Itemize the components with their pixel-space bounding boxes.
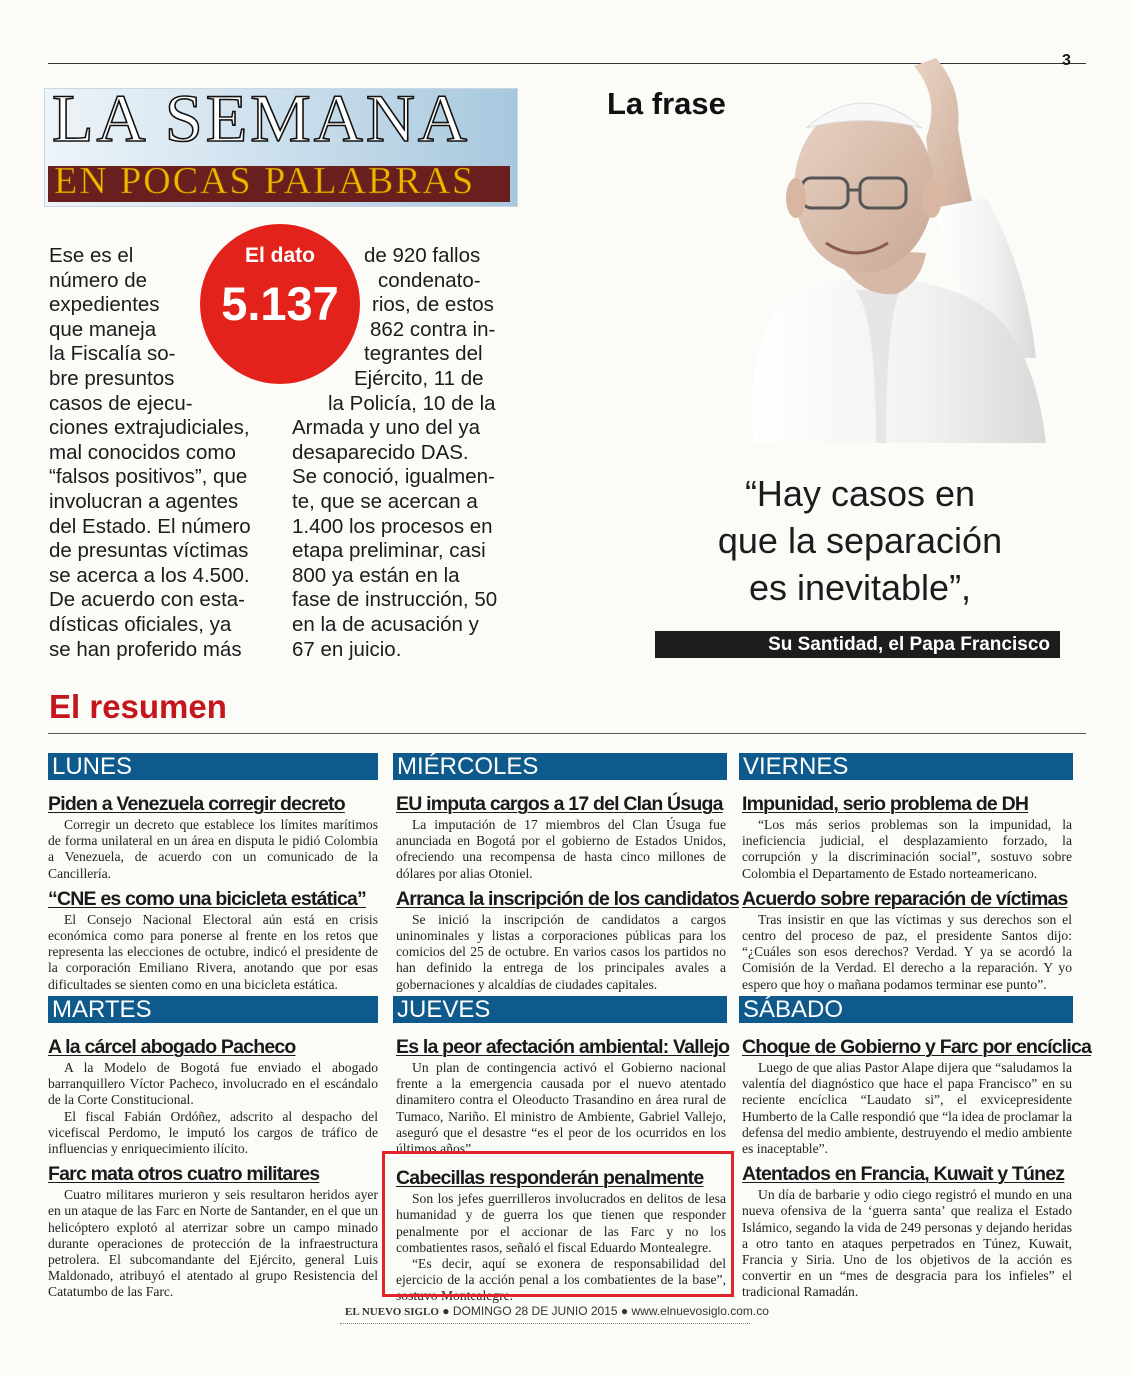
pope-photo xyxy=(736,58,1066,443)
headline: Es la peor afectación ambiental: Vallejo xyxy=(396,1036,730,1058)
article-body: Son los jefes guerrilleros involucrados en delitos de lesa humanidad y de guerra los que tienen que responder penalmente por el accionar de las Farc y no los combatientes rasos, señaló el fiscal Eduardo Montealegre. xyxy=(396,1191,726,1255)
dato-line: dísticas oficiales, ya xyxy=(49,612,232,636)
article-body: Corregir un decreto que establece los límites marítimos de forma unilateral en un área en disputa le pidió Colombia a Venezuela, de acuerdo con un comunicado de la Cancillería. xyxy=(48,817,378,881)
dato-line: se han proferido más xyxy=(49,637,242,661)
article-body: Luego de que alias Pastor Alape dijera que “saludamos la valentía del diagnóstico que hace el papa Francisco” en su reciente encíclica “Laudato si”, el exvicepresidente Humberto de la Calle respondió que “la idea de proclamar la defensa del medio ambiente, destruyendo el medio ambiente es inaceptable”. xyxy=(742,1060,1072,1157)
frase-title: La frase xyxy=(607,86,726,121)
dato-badge xyxy=(200,224,360,384)
footer-paper: EL NUEVO SIGLO xyxy=(345,1306,439,1318)
day-bar-jueves: JUEVES xyxy=(393,996,727,1023)
resumen-rule xyxy=(48,733,1086,734)
dato-line: Ejército, 11 de xyxy=(354,366,484,390)
footer-bullet-icon: ● xyxy=(620,1304,632,1318)
headline: Acuerdo sobre reparación de víctimas xyxy=(742,887,1068,910)
dato-line: en la de acusación y xyxy=(292,612,479,636)
dato-line: la Fiscalía so- xyxy=(49,342,176,366)
headline: Arranca la inscripción de los candidatos xyxy=(396,887,739,910)
masthead-title: LA SEMANA xyxy=(52,80,471,156)
article-body: Se inició la inscripción de candidatos a cargos uninominales y listas a corporaciones públicas para los comicios del 25 de octubre. En varios casos los partidos no han definido la entrega de los principales avales a gobernaciones y alcaldías de ciudades capitales. xyxy=(396,911,726,992)
sabado-column xyxy=(742,1036,1092,1301)
frase-quote xyxy=(690,470,1030,611)
martes-column xyxy=(48,1036,378,1301)
footer-bullet-icon: ● xyxy=(442,1304,453,1318)
article-body: El Consejo Nacional Electoral aún está en crisis económica como para ponerse al frente en los retos que representa las elecciones de octubre, indicó el presidente de la corporación Emiliano Rivera, anotando que por esas dificultades se sienten como en una bicicleta estática. xyxy=(48,911,378,992)
footer-rule xyxy=(340,1323,750,1325)
quote-line: es inevitable”, xyxy=(748,567,972,608)
dato-line: condenato- xyxy=(378,268,481,292)
dato-line: te, que se acercan a xyxy=(292,489,478,513)
miercoles-column xyxy=(396,793,739,993)
dato-line: Armada y uno del ya xyxy=(292,416,481,440)
dato-line: mal conocidos como xyxy=(49,440,236,464)
dato-line: de presuntas víctimas xyxy=(49,539,249,563)
dato-line: que maneja xyxy=(49,317,157,341)
dato-line: casos de ejecu- xyxy=(49,391,193,415)
dato-line: expedientes xyxy=(49,293,160,317)
article-body: Tras insistir en que las víctimas y sus derechos son el centro del proceso de paz, el presidente Santos dijo: “¿Cuáles son esos derechos? Verdad. Y ya se acordó la Comisión de la Verdad. El derecho a la reparación. Y yo espero que hoy o mañana podamos terminar ese punto”. xyxy=(742,911,1072,992)
article-body: Cuatro militares murieron y seis resultaron heridos ayer en un ataque de las Farc en Norte de Santander, en el que un helicóptero explotó al aterrizar sobre un campo minado durante operaciones de protección de la infraestructura petrolera. El subcomandante del Ejército, general Luis Maldonado, atribuyó el atentado al grupo Resistencia del Catatumbo de las Farc. xyxy=(48,1187,378,1300)
dato-line: la Policía, 10 de la xyxy=(328,391,496,415)
headline: EU imputa cargos a 17 del Clan Úsuga xyxy=(396,793,723,815)
viernes-column xyxy=(742,793,1072,993)
day-bar-miercoles: MIÉRCOLES xyxy=(393,753,727,780)
article-body: “Los más serios problemas son la impunidad, la ineficiencia judicial, el desplazamiento forzado, la corrupción y la discriminación social”, sostuvo sobre Colombia el Departamento de Estado norteamericano. xyxy=(742,817,1072,881)
footer xyxy=(345,1304,769,1318)
headline: “CNE es como una bicicleta estática” xyxy=(48,887,366,910)
page-number: 3 xyxy=(1062,52,1071,69)
day-bar-viernes: VIERNES xyxy=(739,753,1073,780)
quote-line: que la separación xyxy=(717,520,1003,561)
article-body: Un plan de contingencia activó el Gobierno nacional frente a la emergencia causada por el nuevo atentado dinamitero contra el Oleoducto Trasandino en área rural de Tumaco, Nariño. El ministro de Ambiente, Gabriel Vallejo, aseguró que el desastre “es el peor de los ocurridos en los últimos años”. xyxy=(396,1060,726,1157)
dato-line: número de xyxy=(49,268,148,292)
article-body: Un día de barbarie y odio ciego registró el mundo en una nueva ofensiva de la ‘guerra santa’ que realiza el Estado Islámico, segando la vida de 249 personas y dejando heridas a otro tanto en ataques perpetrados en Túnez, Kuwait, Francia y Siria. Uno de los objetivos de la acción es convertir en un “mes de desgracia para los infieles” el tradicional Ramadán. xyxy=(742,1187,1072,1300)
dato-label: El dato xyxy=(244,244,315,267)
dato-line: 800 ya están en la xyxy=(292,563,460,587)
headline: Atentados en Francia, Kuwait y Túnez xyxy=(742,1163,1065,1186)
day-bar-lunes: LUNES xyxy=(48,753,378,780)
article-body-2: El fiscal Fabián Ordóñez, adscrito al despacho del vicefiscal Perdomo, le imputó los cargos de tráfico de influencias y enriquecimiento ilícito. xyxy=(48,1108,378,1157)
dato-line: Se conoció, igualmen- xyxy=(292,465,495,489)
dato-line: del Estado. El número xyxy=(49,514,251,538)
footer-url: www.elnuevosiglo.com.co xyxy=(631,1304,769,1318)
dato-line: se acerca a los 4.500. xyxy=(49,563,250,587)
dato-line: de 920 fallos xyxy=(364,244,481,267)
dato-line: bre presuntos xyxy=(49,366,175,390)
dato-line: 1.400 los procesos en xyxy=(292,514,493,538)
highlight-box xyxy=(382,1151,734,1297)
dato-line: 67 en juicio. xyxy=(292,637,402,661)
day-bar-sabado: SÁBADO xyxy=(739,996,1073,1023)
dato-line: involucran a agentes xyxy=(49,489,239,513)
dato-line: “falsos positivos”, que xyxy=(49,465,248,489)
headline: Farc mata otros cuatro militares xyxy=(48,1163,320,1186)
quote-line: “Hay casos en xyxy=(744,473,976,514)
dato-line: ciones extrajudiciales, xyxy=(49,416,250,440)
dato-line: tegrantes del xyxy=(364,342,483,366)
headline: A la cárcel abogado Pacheco xyxy=(48,1036,296,1058)
headline: Cabecillas responderán penalmente xyxy=(396,1167,704,1190)
dato-line: desaparecido DAS. xyxy=(292,440,469,464)
lunes-column xyxy=(48,793,378,993)
masthead-subtitle: EN POCAS PALABRAS xyxy=(54,160,476,202)
headline: Choque de Gobierno y Farc por encíclica xyxy=(742,1036,1092,1058)
headline: Piden a Venezuela corregir decreto xyxy=(48,793,345,815)
dato-line: De acuerdo con esta- xyxy=(49,588,246,612)
article-body: A la Modelo de Bogotá fue enviado el abogado barranquillero Víctor Pacheco, involucrado en el escándalo de la Corte Constitucional. xyxy=(48,1060,378,1108)
dato-line: 862 contra in- xyxy=(370,317,496,341)
day-bar-martes: MARTES xyxy=(48,996,378,1023)
article-body-2: “Es decir, aquí se exonera de responsabilidad del ejercicio de la acción penal a los combatientes de la base”, sostuvo Montealegre. xyxy=(396,1256,726,1304)
dato-line: etapa preliminar, casi xyxy=(292,539,486,563)
resumen-title: El resumen xyxy=(49,688,227,725)
headline: Impunidad, serio problema de DH xyxy=(742,793,1029,815)
frase-attribution: Su Santidad, el Papa Francisco xyxy=(655,631,1060,658)
dato-line: fase de instrucción, 50 xyxy=(292,588,498,612)
dato-line: Ese es el xyxy=(49,244,134,267)
dato-number: 5.137 xyxy=(221,277,339,330)
footer-date: DOMINGO 28 DE JUNIO 2015 xyxy=(452,1304,618,1318)
dato-line: rios, de estos xyxy=(372,293,494,317)
article-body: La imputación de 17 miembros del Clan Úsuga fue anunciada en Bogotá por el gobierno de Estados Unidos, ofreciendo una recompensa de hasta cinco millones de dólares por alias Otoniel. xyxy=(396,817,726,881)
